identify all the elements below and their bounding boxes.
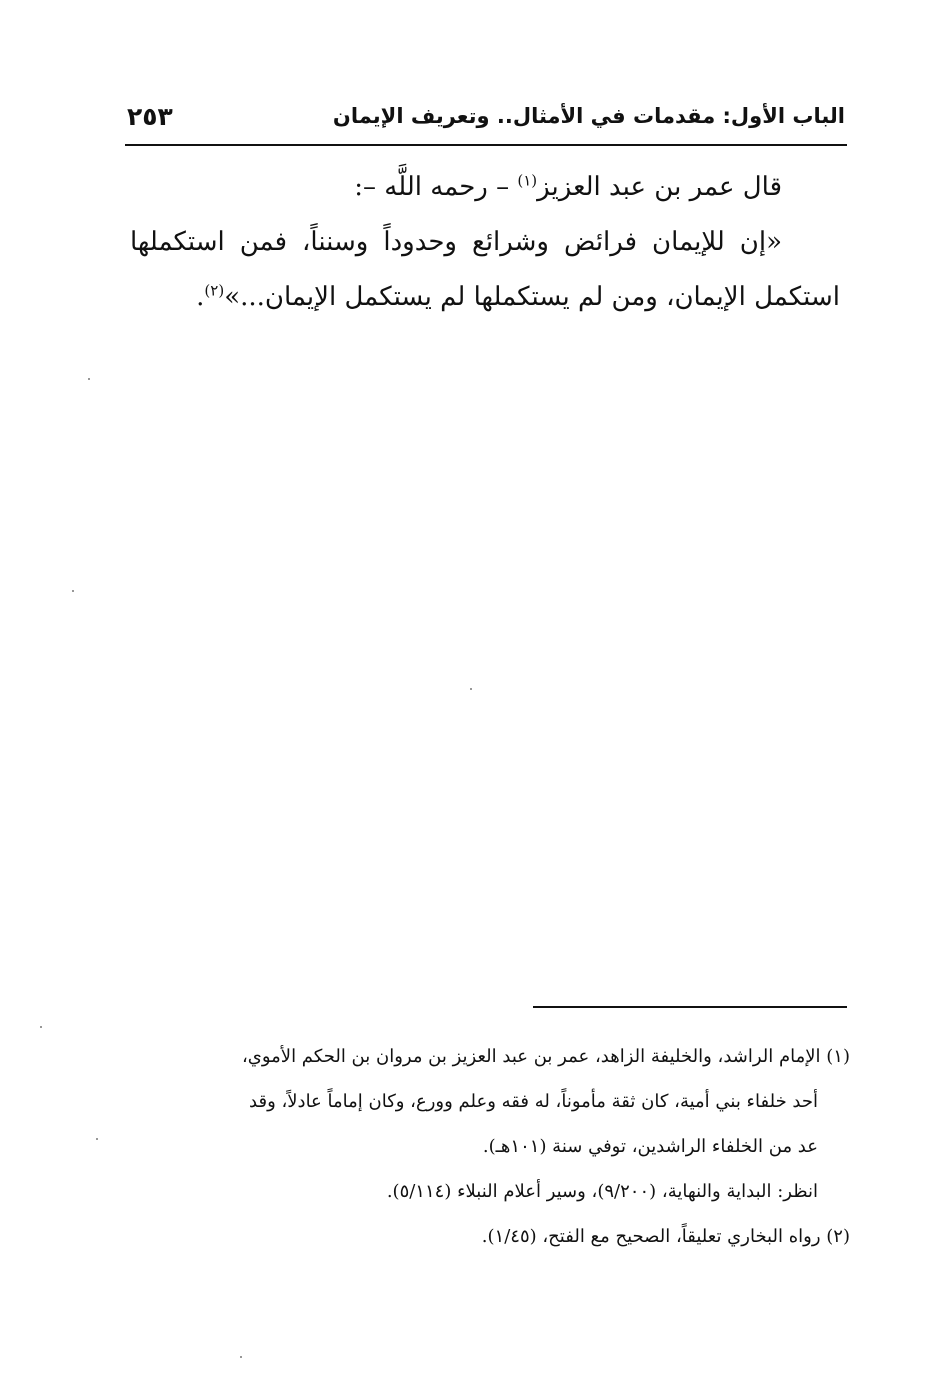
footnote-1-text: الإمام الراشد، والخليفة الزاهد، عمر بن عبد العزيز بن مروان بن الحكم الأموي،	[241, 1046, 821, 1067]
footnote-1	[130, 1034, 850, 1079]
intro-text-end: – رحمه اللَّه –:	[354, 172, 518, 202]
page-number: ٢٥٣	[127, 102, 173, 131]
footnote-2-number: (٢)	[826, 1226, 850, 1247]
scan-speck	[96, 1138, 98, 1140]
intro-line	[130, 160, 840, 215]
footnote-2-text: رواه البخاري تعليقاً، الصحيح مع الفتح، (١/٤٥).	[481, 1226, 821, 1247]
footnotes	[130, 1034, 850, 1259]
header-rule	[125, 144, 847, 146]
intro-text: قال عمر بن عبد العزيز	[537, 172, 782, 202]
chapter-title: الباب الأول: مقدمات في الأمثال.. وتعريف الإيمان	[332, 104, 845, 128]
quote-paragraph	[130, 215, 840, 325]
footnote-1-number: (١)	[826, 1046, 850, 1067]
footnote-2	[130, 1214, 850, 1259]
footnote-1-line-3: عد من الخلفاء الراشدين، توفي سنة (١٠١هـ).	[482, 1136, 818, 1157]
footnote-1-source: انظر: البداية والنهاية، (٩/٢٠٠)، وسير أعلام النبلاء (٥/١١٤).	[386, 1181, 818, 1202]
scan-speck	[470, 688, 472, 690]
footnote-1-line-2: أحد خلفاء بني أمية، كان ثقة مأموناً، له فقه وعلم وورع، وكان إماماً عادلاً، وقد	[249, 1091, 818, 1112]
footnote-separator	[533, 1006, 847, 1008]
quote-end: .	[196, 282, 205, 312]
running-header	[125, 98, 845, 138]
scan-speck	[72, 590, 74, 592]
footnote-ref-2[interactable]: (٢)	[204, 281, 225, 300]
footnote-ref-1[interactable]: (١)	[517, 171, 538, 190]
quote-text: «إن للإيمان فرائض وشرائع وحدوداً وسنناً، فمن استكملها استكمل الإيمان، ومن لم يستكملها لم يستكمل الإيمان...»	[130, 227, 840, 312]
scan-speck	[240, 1356, 242, 1358]
scan-speck	[40, 1026, 42, 1028]
main-text	[130, 160, 840, 325]
scan-speck	[88, 378, 90, 380]
